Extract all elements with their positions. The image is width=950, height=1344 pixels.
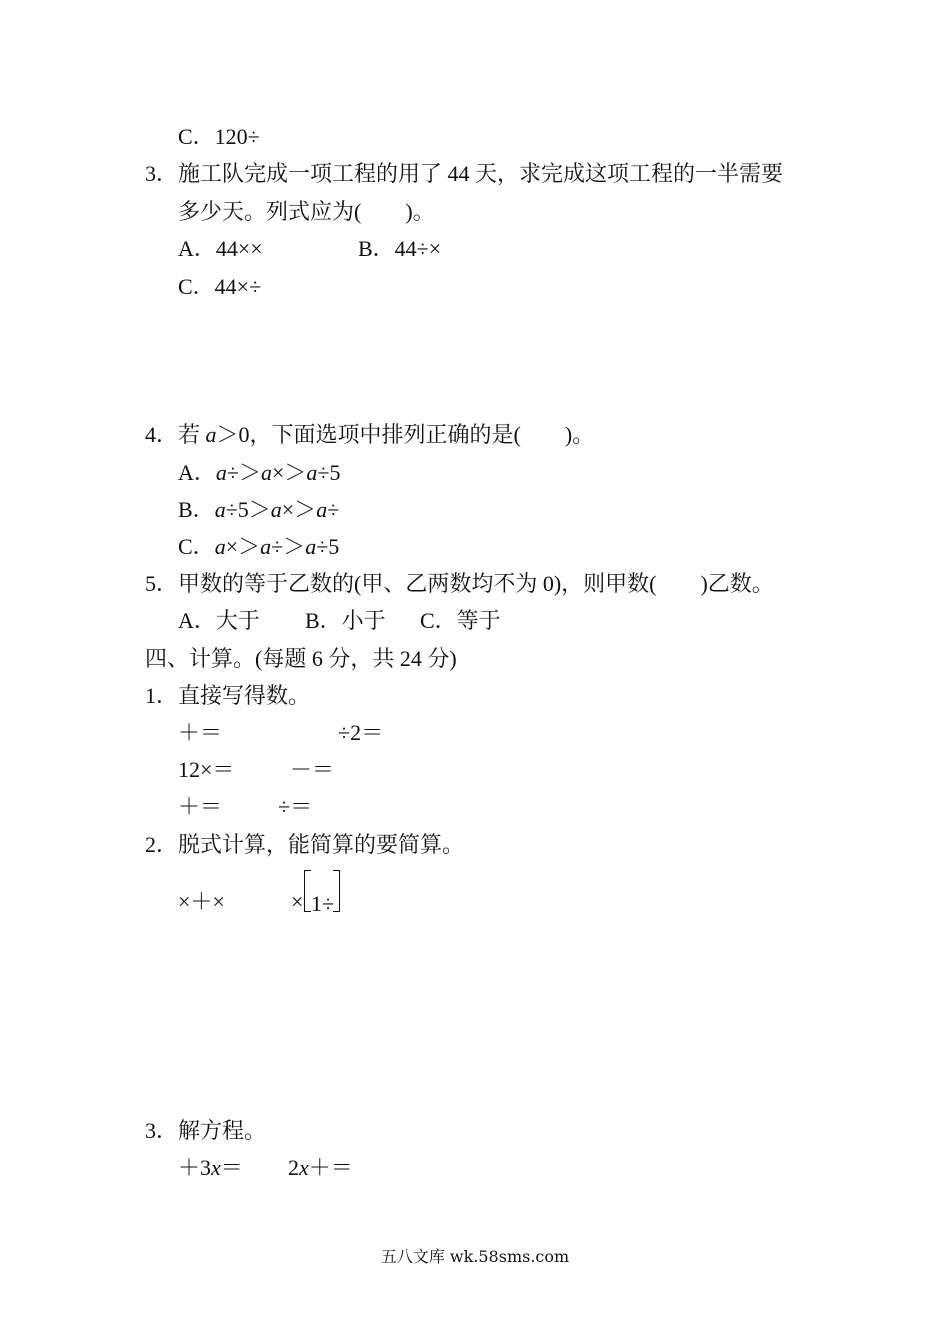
q4-stem: 4．若 a＞0，下面选项中排列正确的是( )。 [145, 422, 595, 447]
part2-expression-2-inner: 1÷ [311, 891, 335, 916]
part1-item: 12×＝ [178, 757, 235, 782]
part3-title: 3．解方程。 [145, 1118, 267, 1143]
part3-equation-1: ＋3x＝ [178, 1155, 243, 1180]
part1-item: ＋＝ [178, 720, 223, 745]
part1-item: ÷2＝ [338, 720, 384, 745]
page-footer: 五八文库 wk.58sms.com [380, 1247, 570, 1266]
part2-title: 2．脱式计算，能简算的要简算。 [145, 832, 465, 857]
q3-option-a: A．44×× [178, 236, 263, 261]
q5-option-c: C．等于 [420, 608, 501, 633]
part1-title: 1．直接写得数。 [145, 683, 311, 708]
part3-equation-2: 2x＋＝ [288, 1155, 353, 1180]
q3-stem-line2: 多少天。列式应为( )。 [178, 199, 435, 224]
part1-item: －＝ [290, 757, 335, 782]
q4-option-a: A．a÷＞a×＞a÷5 [178, 460, 341, 485]
q2-option-c: C．120÷ [178, 124, 260, 149]
part1-item: ＋＝ [178, 794, 223, 819]
right-bracket [333, 870, 340, 912]
q4-option-b: B．a÷5＞a×＞a÷ [178, 497, 340, 522]
q4-option-c: C．a×＞a÷＞a÷5 [178, 534, 340, 559]
section-heading: 四、计算。(每题 6 分，共 24 分) [145, 646, 457, 671]
part2-expression-2-prefix: × [291, 889, 304, 914]
q5-stem: 5．甲数的等于乙数的(甲、乙两数均不为 0)，则甲数( )乙数。 [145, 571, 774, 596]
left-bracket [304, 870, 311, 912]
q5-option-a: A．大于 [178, 608, 260, 633]
q3-option-b: B．44÷× [358, 236, 442, 261]
q3-option-c: C．44×÷ [178, 274, 262, 299]
q3-stem-line1: 3．施工队完成一项工程的用了 44 天，求完成这项工程的一半需要 [145, 161, 784, 186]
q5-option-b: B．小于 [305, 608, 386, 633]
part1-item: ÷＝ [278, 794, 313, 819]
part2-expression-1: ×＋× [178, 889, 225, 914]
